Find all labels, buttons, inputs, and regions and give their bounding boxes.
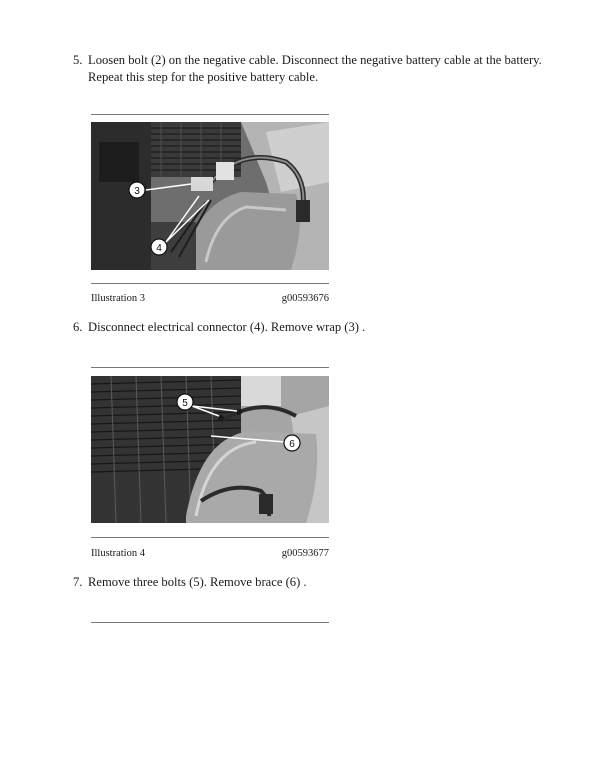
step-text: Disconnect electrical connector (4). Remove wrap (3) . xyxy=(88,320,366,334)
callout-4-label: 4 xyxy=(156,243,162,254)
step-7 xyxy=(73,574,543,591)
step-5 xyxy=(73,52,543,86)
step-text: Remove three bolts (5). Remove brace (6) . xyxy=(88,575,307,589)
illustration-4-code: g00593677 xyxy=(281,548,329,559)
callout-6-label: 6 xyxy=(289,439,295,450)
illustration-3-code: g00593676 xyxy=(281,293,329,304)
step-number: 7. xyxy=(73,575,83,589)
step-number: 5. xyxy=(73,53,83,67)
step-text: Loosen bolt (2) on the negative cable. Disconnect the negative battery cable at the battery. Repeat this step for the positive battery cable. xyxy=(88,53,542,84)
illustration-3-photo xyxy=(91,122,329,270)
illustration-4-label: Illustration 4 xyxy=(91,548,145,559)
illustration-4-rule xyxy=(91,537,329,538)
callout-5-label: 5 xyxy=(182,398,188,409)
illustration-3-rule xyxy=(91,283,329,284)
radiator-brace-photo xyxy=(91,376,329,523)
illustration-4-top-rule xyxy=(91,367,329,368)
illustration-4-photo xyxy=(91,376,329,523)
top-rule xyxy=(91,114,329,115)
engine-battery-photo xyxy=(91,122,329,270)
step-6 xyxy=(73,319,543,336)
callout-3-label: 3 xyxy=(134,186,140,197)
illustration-3-label: Illustration 3 xyxy=(91,293,145,304)
step-number: 6. xyxy=(73,320,83,334)
bottom-rule xyxy=(91,622,329,623)
